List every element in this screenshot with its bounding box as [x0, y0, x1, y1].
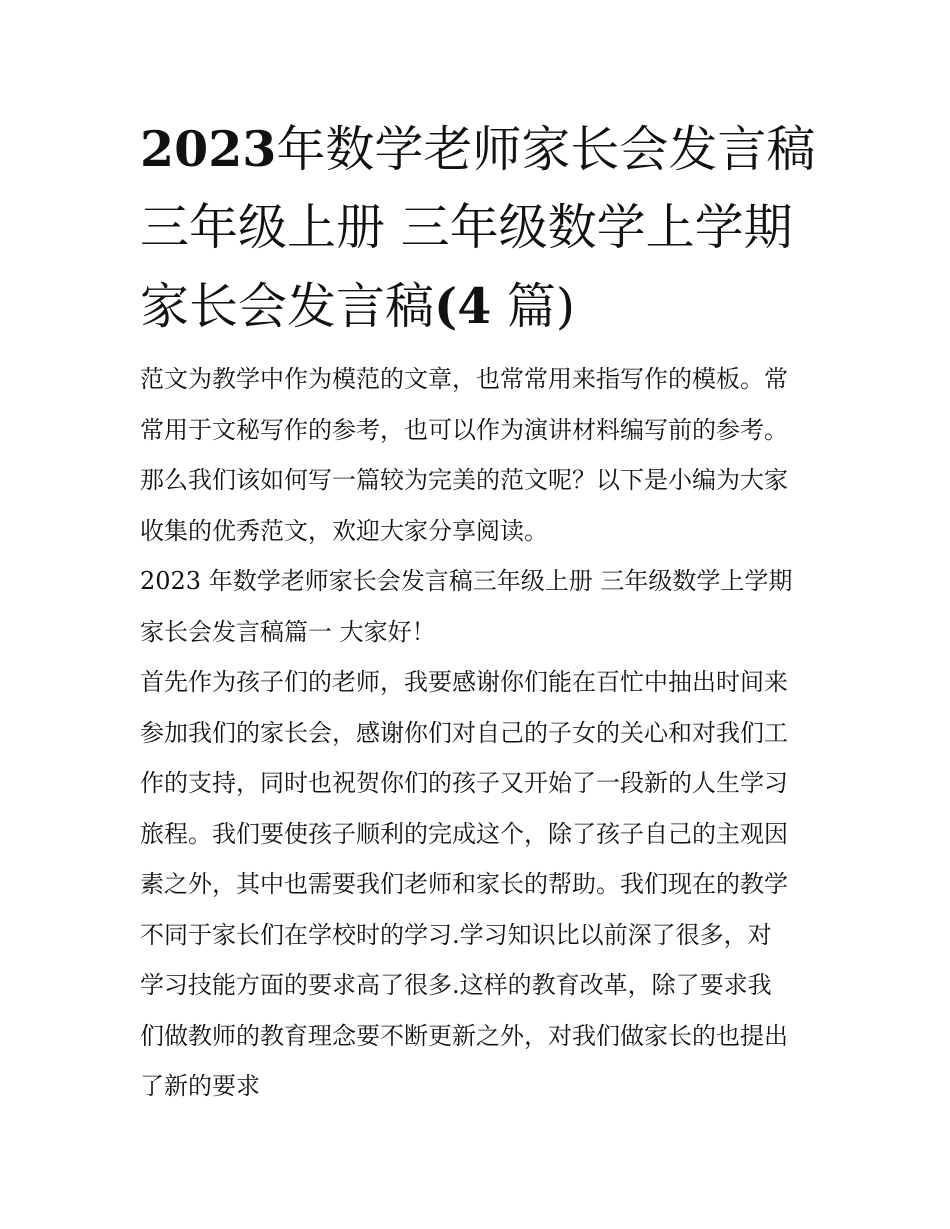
paragraph-main	[140, 657, 815, 1112]
paragraph-line: 家长会发言稿篇一 大家好！	[140, 617, 436, 646]
title-line-1-text: 年数学老师家长会发言稿	[276, 121, 816, 178]
document-content	[140, 110, 815, 1112]
paragraph-intro	[140, 354, 815, 556]
paragraph-line: 范文为教学中作为模范的文章，也常常用来指写作的模板。常	[140, 365, 788, 393]
paragraph-line: 了新的要求	[140, 1072, 260, 1100]
title-line-3-end: 篇)	[506, 278, 575, 335]
paragraph-line: 旅程。我们要使孩子顺利的完成这个，除了孩子自己的主观因	[140, 819, 788, 848]
paragraph-line: 首先作为孩子们的老师，我要感谢你们能在百忙中抽出时间来	[140, 668, 788, 696]
paragraph-line: 素之外，其中也需要我们老师和家长的帮助。我们现在的教学	[140, 870, 788, 898]
paragraph-line: 常用于文秘写作的参考，也可以作为演讲材料编写前的参考。	[140, 415, 788, 444]
paragraph-line: 作的支持，同时也祝贺你们的孩子又开始了一段新的人生学习	[140, 769, 788, 797]
paragraph-line: 那么我们该如何写一篇较为完美的范文呢？以下是小编为大家	[140, 466, 788, 494]
paragraph-line: 不同于家长们在学校时的学习.学习知识比以前深了很多，对	[140, 920, 772, 949]
paragraph-line: 参加我们的家长会，感谢你们对自己的子女的关心和对我们工	[140, 718, 788, 747]
title-year: 2023	[140, 120, 277, 178]
paragraph-line: 学习技能方面的要求高了很多.这样的教育改革，除了要求我	[140, 971, 772, 999]
paragraph-line: 收集的优秀范文，欢迎大家分享阅读。	[140, 516, 548, 545]
paragraph-line: 们做教师的教育理念要不断更新之外，对我们做家长的也提出	[140, 1021, 788, 1050]
title-line-2: 三年级上册 三年级数学上学期	[140, 199, 793, 256]
document-body	[140, 354, 815, 1112]
document-title	[140, 110, 815, 346]
title-line-3-text: 家长会发言稿	[140, 278, 435, 335]
title-line-1	[140, 110, 815, 189]
title-line-3	[140, 267, 815, 346]
title-count: (4	[434, 277, 492, 335]
paragraph-heading	[140, 556, 815, 657]
paragraph-line: 2023 年数学老师家长会发言稿三年级上册 三年级数学上学期	[140, 567, 793, 595]
